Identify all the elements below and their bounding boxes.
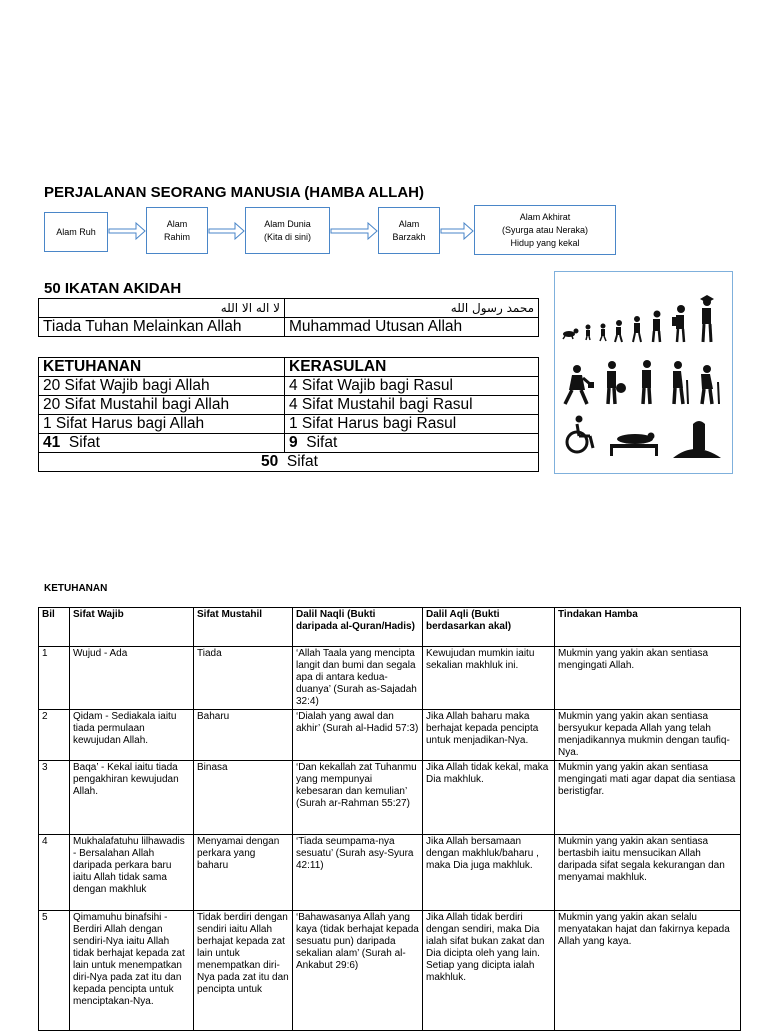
elderly-icon (701, 365, 719, 404)
table-cell: Mukmin yang yakin akan sentiasa mengingati Allah. (555, 647, 741, 710)
grave-icon (673, 421, 721, 458)
arrow-icon (441, 223, 473, 239)
flow-step-alam-dunia: Alam Dunia (Kita di sini) (245, 207, 330, 254)
table-cell: Kewujudan mumkin iaitu sekalian makhluk ini. (423, 647, 555, 710)
flow-step-alam-akhirat: Alam Akhirat (Syurga atau Neraka) Hidup yang kekal (474, 205, 616, 255)
table-cell: Binasa (194, 761, 293, 835)
table-cell: ‘Allah Taala yang mencipta langit dan bumi dan segala apa di antara kedua-duanya’ (Surah as-Sajadah 32:4) (293, 647, 423, 710)
table-cell: 2 (39, 710, 70, 761)
table-cell: Jika Allah baharu maka berhajat kepada pencipta untuk menjadikan-Nya. (423, 710, 555, 761)
table-cell: Mukhalafatuhu lilhawadis - Bersalahan Allah daripada perkara baru iaitu Allah tidak sama dengan makhluk (70, 835, 194, 911)
column-header: Tindakan Hamba (555, 608, 741, 647)
child-icon (586, 325, 591, 341)
sifat-cell: 4 Sifat Mustahil bagi Rasul (285, 396, 539, 415)
adult-icon (607, 361, 626, 404)
table-cell: ‘Bahawasanya Allah yang kaya (tidak berhajat kepada sesuatu pun) daripada sekalian alam’ (Surah al-Ankabut 29:6) (293, 911, 423, 1031)
table-cell: 5 (39, 911, 70, 1031)
table-row (39, 835, 741, 911)
table-cell: Tidak berdiri dengan sendiri iaitu Allah berhajat kepada zat lain untuk menempatkan diri-Nya pada zat itu dan pencipta untuk (194, 911, 293, 1031)
sifat-cell: 20 Sifat Mustahil bagi Allah (39, 396, 285, 415)
life-cycle-pictogram (554, 271, 733, 474)
total-ketuhanan: 41 Sifat (39, 434, 285, 453)
table-cell: Mukmin yang yakin akan selalu menyatakan hajat dan fakirnya kepada Allah yang kaya. (555, 911, 741, 1031)
table-cell: 4 (39, 835, 70, 911)
column-header: Dalil Aqli (Bukti berdasarkan akal) (423, 608, 555, 647)
table-row (39, 761, 741, 835)
table-cell: Mukmin yang yakin akan sentiasa mengingati mati agar dapat dia sentiasa beristigfar. (555, 761, 741, 835)
sick-bed-icon (610, 433, 658, 457)
table-row (39, 710, 741, 761)
table-cell: Jika Allah bersamaan dengan makhluk/baharu , maka Dia juga makhluk. (423, 835, 555, 911)
table-header-row (39, 608, 741, 647)
flow-step-alam-ruh: Alam Ruh (44, 212, 108, 252)
shahada-table (38, 298, 539, 337)
arrow-icon (331, 223, 377, 239)
shahada-meaning-2: Muhammad Utusan Allah (285, 318, 539, 337)
table-cell: Qimamuhu binafsihi - Berdiri Allah dengan sendiri-Nya iaitu Allah tidak berhajat kepada zat lain untuk menempatkan diri-Nya pada zat itu dan kepada pencipta untuk menciptakan-Nya. (70, 911, 194, 1031)
table-cell: Wujud - Ada (70, 647, 194, 710)
shahada-arabic-2: محمد رسول الله (285, 299, 539, 318)
column-header: Sifat Mustahil (194, 608, 293, 647)
table-cell: ‘Dan kekallah zat Tuhanmu yang mempunyai kebesaran dan kemulian’ (Surah ar-Rahman 55:27) (293, 761, 423, 835)
table-cell: Mukmin yang yakin akan sentiasa bertasbih iaitu mensucikan Allah daripada sifat segala kekurangan dan menyamai makhluk. (555, 835, 741, 911)
table-cell: Baqa’ - Kekal iaitu tiada pengakhiran kewujudan Allah. (70, 761, 194, 835)
flow-step-alam-rahim: Alam Rahim (146, 207, 208, 254)
student-icon (700, 295, 714, 342)
student-icon (653, 311, 661, 343)
baby-crawling-icon (563, 329, 579, 340)
table-cell: ‘Dialah yang awal dan akhir’ (Surah al-Hadid 57:3) (293, 710, 423, 761)
arrow-icon (109, 223, 145, 239)
column-header: Dalil Naqli (Bukti daripada al-Quran/Hadis) (293, 608, 423, 647)
ketuhanan-heading: KETUHANAN (44, 583, 108, 594)
table-row (39, 647, 741, 710)
flow-step-alam-barzakh: Alam Barzakh (378, 207, 440, 254)
akidah-title: 50 IKATAN AKIDAH (44, 280, 182, 297)
grand-total: 50 Sifat (39, 453, 539, 472)
header-ketuhanan: KETUHANAN (39, 358, 285, 377)
flow-arrows (0, 0, 768, 300)
ketuhanan-table (38, 607, 741, 1031)
elderly-icon (673, 361, 688, 404)
adult-icon (565, 365, 594, 404)
table-cell: Menyamai dengan perkara yang baharu (194, 835, 293, 911)
table-cell: Mukmin yang yakin akan sentiasa bersyukur kepada Allah yang telah menjadikannya mukmin dengan taufiq-Nya. (555, 710, 741, 761)
table-cell: Jika Allah tidak kekal, maka Dia makhluk. (423, 761, 555, 835)
table-cell: ‘Tiada seumpama-nya sesuatu’ (Surah asy-Syura 42:11) (293, 835, 423, 911)
total-kerasulan: 9 Sifat (285, 434, 539, 453)
table-cell: 1 (39, 647, 70, 710)
arrow-icon (209, 223, 244, 239)
shahada-meaning-1: Tiada Tuhan Melainkan Allah (39, 318, 285, 337)
journey-title: PERJALANAN SEORANG MANUSIA (HAMBA ALLAH) (44, 184, 424, 201)
table-cell: Baharu (194, 710, 293, 761)
child-icon (615, 320, 622, 342)
shahada-arabic-1: لا اله الا الله (39, 299, 285, 318)
sifat-cell: 4 Sifat Wajib bagi Rasul (285, 377, 539, 396)
table-cell: Tiada (194, 647, 293, 710)
sifat-summary-table (38, 357, 539, 472)
child-icon (600, 324, 606, 342)
sifat-cell: 1 Sifat Harus bagi Allah (39, 415, 285, 434)
sifat-cell: 20 Sifat Wajib bagi Allah (39, 377, 285, 396)
table-cell: Qidam - Sediakala iaitu tiada permulaan kewujudan Allah. (70, 710, 194, 761)
table-cell: 3 (39, 761, 70, 835)
column-header: Sifat Wajib (70, 608, 194, 647)
wheelchair-icon (567, 416, 593, 453)
student-icon (633, 316, 641, 342)
sifat-cell: 1 Sifat Harus bagi Rasul (285, 415, 539, 434)
table-row (39, 911, 741, 1031)
column-header: Bil (39, 608, 70, 647)
header-kerasulan: KERASULAN (285, 358, 539, 377)
adult-icon (642, 360, 651, 404)
table-cell: Jika Allah tidak berdiri dengan sendiri, maka Dia ialah sifat bukan zakat dan Dia dicipta oleh yang lain. Setiap yang dicipta ialah makhluk. (423, 911, 555, 1031)
student-icon (672, 305, 685, 342)
